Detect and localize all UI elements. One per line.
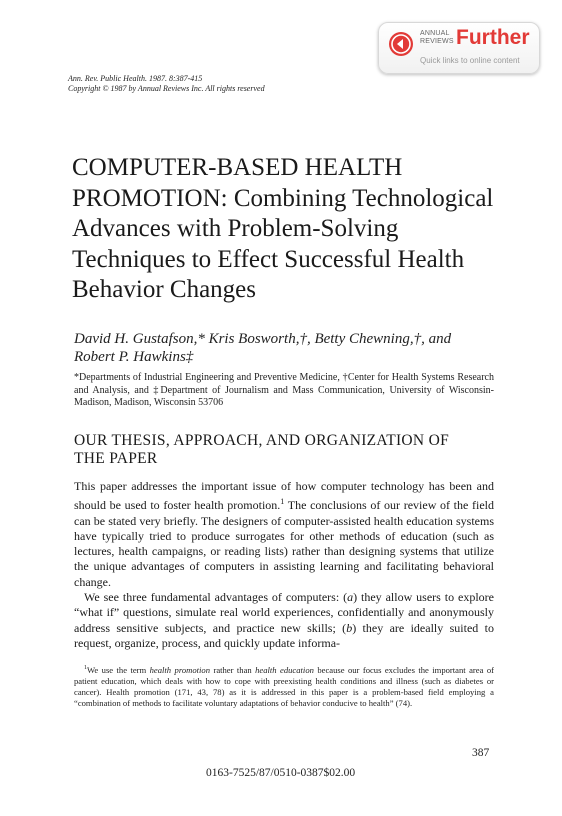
title-line-3: Advances with Problem-Solving — [72, 215, 399, 242]
paragraph-2-text-c: ) they are ideally suited to request, organize, process, and quickly update informa- — [74, 620, 494, 650]
play-arrow-icon — [389, 32, 413, 56]
footnote-1 — [74, 663, 494, 710]
list-letter-a: a — [347, 590, 354, 605]
brand-small-reviews: REVIEWS — [420, 38, 454, 45]
footnote-text-1: We use the term — [87, 664, 150, 675]
section-heading — [74, 432, 494, 467]
citation-line-1: Ann. Rev. Public Health. 1987. 8:387-415 — [68, 74, 203, 83]
paragraph-1-text-a: This paper addresses the important issue of how computer technology has been and should be used to foster health promotion. — [74, 479, 494, 513]
paragraph-2 — [74, 590, 494, 651]
list-letter-b: b — [346, 620, 353, 635]
brand-small-annual: ANNUAL — [420, 30, 450, 37]
annual-reviews-brand — [420, 30, 454, 46]
authors-line-1: David H. Gustafson,* Kris Bosworth,†, Betty Chewning,†, and — [74, 331, 452, 347]
article-title — [72, 153, 502, 306]
footnote-text-2: rather than — [210, 664, 256, 675]
footnote-mark: 1 — [84, 665, 87, 671]
footnote-term-health-education: health education — [255, 664, 314, 675]
title-line-1: COMPUTER-BASED HEALTH — [72, 154, 403, 181]
issn-line: 0163-7525/87/0510-0387$02.00 — [206, 767, 356, 779]
title-line-4: Techniques to Effect Successful Health — [72, 245, 465, 273]
paragraph-2-text-a: We see three fundamental advantages of computers: ( — [84, 590, 348, 605]
author-affiliations: *Departments of Industrial Engineering and Preventive Medicine, †Center for Health Systems Research and Analysis, and ‡Department of Journalism and Mass Communication, University of Wisconsin-Madison, Madison, Wisconsin 53706 — [74, 372, 494, 408]
journal-citation — [68, 74, 265, 94]
title-line-2: PROMOTION: Combining Technological — [72, 184, 494, 212]
page-number: 387 — [472, 747, 490, 759]
section-heading-line-2: THE PAPER — [74, 449, 158, 467]
paragraph-1-text-b: The conclusions of our review of the field can be stated very briefly. The designers of computer-assisted health education systems have typically tried to produce surrogates for other methods of education (such as lectures, health campaigns, or reading lists) rather than designing systems that utilize the unique advantages of computers in assisting learning and facilitating behavioral change. — [74, 498, 494, 589]
annual-reviews-further-link[interactable] — [378, 22, 540, 74]
footnote-term-health-promotion: health promotion — [149, 664, 211, 675]
citation-line-2: Copyright © 1987 by Annual Reviews Inc. All rights reserved — [68, 84, 265, 93]
authors-line-2: Robert P. Hawkins‡ — [74, 349, 194, 365]
footnote-text-3: because our focus excludes the important area of patient education, which deals with how to cope with preexisting health conditions and illness (such as diabetes or cancer). Health promotion (171, 43, 78) as it is addressed in this paper is a problem-based field employing a “combination of methods to facilitate voluntary adaptations of behavior conducive to health” (74). — [74, 664, 494, 709]
paragraph-1 — [74, 479, 494, 590]
further-subtitle: Quick links to online content — [420, 56, 520, 65]
body-text — [74, 479, 494, 651]
footnote-ref-1[interactable]: 1 — [280, 497, 285, 507]
paragraph-2-text-b: ) they allow users to explore “what if” questions, simulate real world experiences, confidentially and anonymously address sensitive subjects, and practice new skills; ( — [74, 590, 495, 635]
title-line-5: Behavior Changes — [72, 276, 256, 303]
author-list — [74, 330, 504, 366]
further-label: Further — [456, 26, 530, 49]
section-heading-line-1: OUR THESIS, APPROACH, AND ORGANIZATION OF — [74, 432, 450, 449]
